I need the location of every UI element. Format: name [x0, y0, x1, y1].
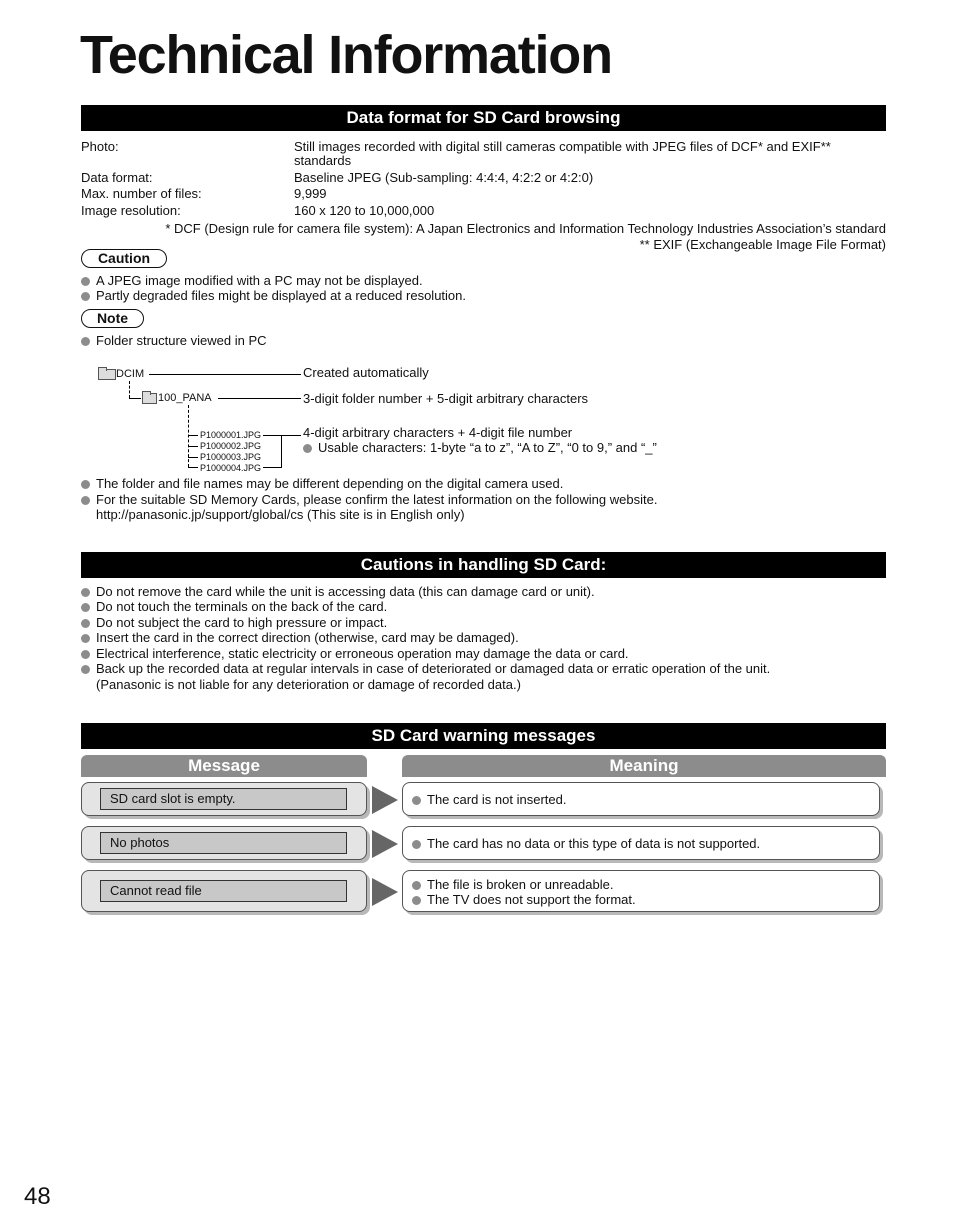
message-box — [81, 870, 367, 912]
meaning-text: The TV does not support the format. — [427, 892, 636, 907]
tree-root-desc: Created automatically — [303, 365, 429, 380]
message-text: Cannot read file — [100, 880, 347, 902]
handling-item-cont: (Panasonic is not liable for any deterioration or damage of recorded data.) — [96, 677, 521, 692]
handling-text: Do not touch the terminals on the back of the card. — [96, 599, 388, 614]
spec-value-photo-cont: standards — [294, 153, 352, 168]
bullet-icon — [412, 840, 421, 849]
meaning-text: The card is not inserted. — [427, 792, 567, 807]
tree-connector — [188, 435, 198, 436]
bullet-icon — [303, 444, 312, 453]
note-item — [81, 492, 657, 507]
handling-text: Do not subject the card to high pressure or impact. — [96, 615, 388, 630]
message-text: SD card slot is empty. — [100, 788, 347, 810]
tree-connector — [129, 398, 141, 399]
note-label: Note — [81, 309, 144, 328]
meaning-item — [412, 836, 760, 851]
bullet-icon — [412, 896, 421, 905]
handling-item — [81, 599, 387, 614]
caution-item — [81, 273, 423, 288]
arrow-right-icon — [372, 786, 398, 814]
bullet-icon — [81, 603, 90, 612]
handling-text: Insert the card in the correct direction (otherwise, card may be damaged). — [96, 630, 519, 645]
meaning-item — [412, 877, 613, 892]
tree-connector — [188, 446, 198, 447]
meaning-text: The file is broken or unreadable. — [427, 877, 614, 892]
tree-bracket — [281, 435, 282, 468]
section-heading-handling: Cautions in handling SD Card: — [81, 552, 886, 578]
tree-bracket — [263, 467, 281, 468]
bullet-icon — [81, 480, 90, 489]
handling-item — [81, 661, 770, 676]
column-header-message: Message — [81, 755, 367, 777]
footnote-exif: ** EXIF (Exchangeable Image File Format) — [639, 237, 886, 252]
folder-icon — [98, 369, 116, 380]
bullet-icon — [81, 292, 90, 301]
tree-file-name: P1000001.JPG — [200, 430, 262, 440]
spec-value-resolution: 160 x 120 to 10,000,000 — [294, 203, 435, 218]
meaning-box — [402, 782, 880, 816]
tree-files-desc: 4-digit arbitrary characters + 4-digit file number — [303, 425, 573, 440]
tree-files-desc-chars — [303, 440, 657, 455]
spec-value-photo: Still images recorded with digital still cameras compatible with JPEG files of DCF* and EXIF** — [294, 139, 831, 154]
caution-item — [81, 288, 466, 303]
note-item — [81, 476, 563, 491]
spec-label-data-format: Data format: — [81, 170, 153, 185]
spec-label-photo: Photo: — [81, 139, 119, 154]
tree-connector — [149, 374, 301, 375]
note-item — [81, 333, 267, 348]
handling-item — [81, 584, 595, 599]
spec-value-data-format: Baseline JPEG (Sub-sampling: 4:4:4, 4:2:2 or 4:2:0) — [294, 170, 594, 185]
handling-item — [81, 646, 629, 661]
bullet-icon — [81, 665, 90, 674]
arrow-right-icon — [372, 878, 398, 906]
spec-label-max-files: Max. number of files: — [81, 186, 202, 201]
tree-file-name: P1000003.JPG — [200, 452, 262, 462]
tree-connector — [188, 467, 198, 468]
spec-value-max-files: 9,999 — [294, 186, 327, 201]
handling-text: Back up the recorded data at regular intervals in case of deteriorated or damaged data or erratic operation of the unit. — [96, 661, 771, 676]
section-heading-sd-browsing: Data format for SD Card browsing — [81, 105, 886, 131]
note-text: For the suitable SD Memory Cards, please confirm the latest information on the following website. — [96, 492, 658, 507]
handling-item — [81, 630, 519, 645]
tree-connector — [188, 457, 198, 458]
usable-chars-text: Usable characters: 1-byte “a to z”, “A to Z”, “0 to 9,” and “_” — [318, 440, 657, 455]
meaning-box — [402, 870, 880, 912]
website-url: http://panasonic.jp/support/global/cs (This site is in English only) — [96, 507, 465, 522]
tree-connector — [218, 398, 301, 399]
note-text: The folder and file names may be different depending on the digital camera used. — [96, 476, 564, 491]
caution-label: Caution — [81, 249, 167, 268]
footnote-dcf: * DCF (Design rule for camera file system): A Japan Electronics and Information Technology Industries Association’s standard — [165, 221, 886, 236]
tree-file-name: P1000004.JPG — [200, 463, 262, 473]
bullet-icon — [81, 588, 90, 597]
handling-item — [81, 615, 387, 630]
bullet-icon — [81, 337, 90, 346]
bullet-icon — [81, 496, 90, 505]
caution-text: A JPEG image modified with a PC may not be displayed. — [96, 273, 423, 288]
tree-connector — [281, 435, 301, 436]
meaning-item — [412, 892, 636, 907]
arrow-right-icon — [372, 830, 398, 858]
bullet-icon — [412, 796, 421, 805]
spec-label-resolution: Image resolution: — [81, 203, 181, 218]
column-header-meaning: Meaning — [402, 755, 886, 777]
bullet-icon — [81, 634, 90, 643]
tree-root-name: DCIM — [116, 368, 145, 380]
note-text: Folder structure viewed in PC — [96, 333, 267, 348]
message-box — [81, 782, 367, 816]
meaning-text: The card has no data or this type of data is not supported. — [427, 836, 761, 851]
handling-text: Do not remove the card while the unit is accessing data (this can damage card or unit). — [96, 584, 595, 599]
folder-icon — [142, 393, 157, 404]
tree-connector — [129, 381, 130, 398]
message-box — [81, 826, 367, 860]
page-number: 48 — [24, 1183, 51, 1210]
tree-sub-name: 100_PANA — [158, 392, 212, 404]
bullet-icon — [81, 277, 90, 286]
bullet-icon — [412, 881, 421, 890]
meaning-item — [412, 792, 566, 807]
meaning-box — [402, 826, 880, 860]
tree-file-name: P1000002.JPG — [200, 441, 262, 451]
tree-sub-desc: 3-digit folder number + 5-digit arbitrary characters — [303, 391, 589, 406]
section-heading-warnings: SD Card warning messages — [81, 723, 886, 749]
caution-text: Partly degraded files might be displayed at a reduced resolution. — [96, 288, 466, 303]
handling-text: Electrical interference, static electricity or erroneous operation may damage the data or card. — [96, 646, 629, 661]
bullet-icon — [81, 619, 90, 628]
tree-bracket — [263, 435, 281, 436]
message-text: No photos — [100, 832, 347, 854]
page-title: Technical Information — [80, 25, 612, 85]
bullet-icon — [81, 650, 90, 659]
